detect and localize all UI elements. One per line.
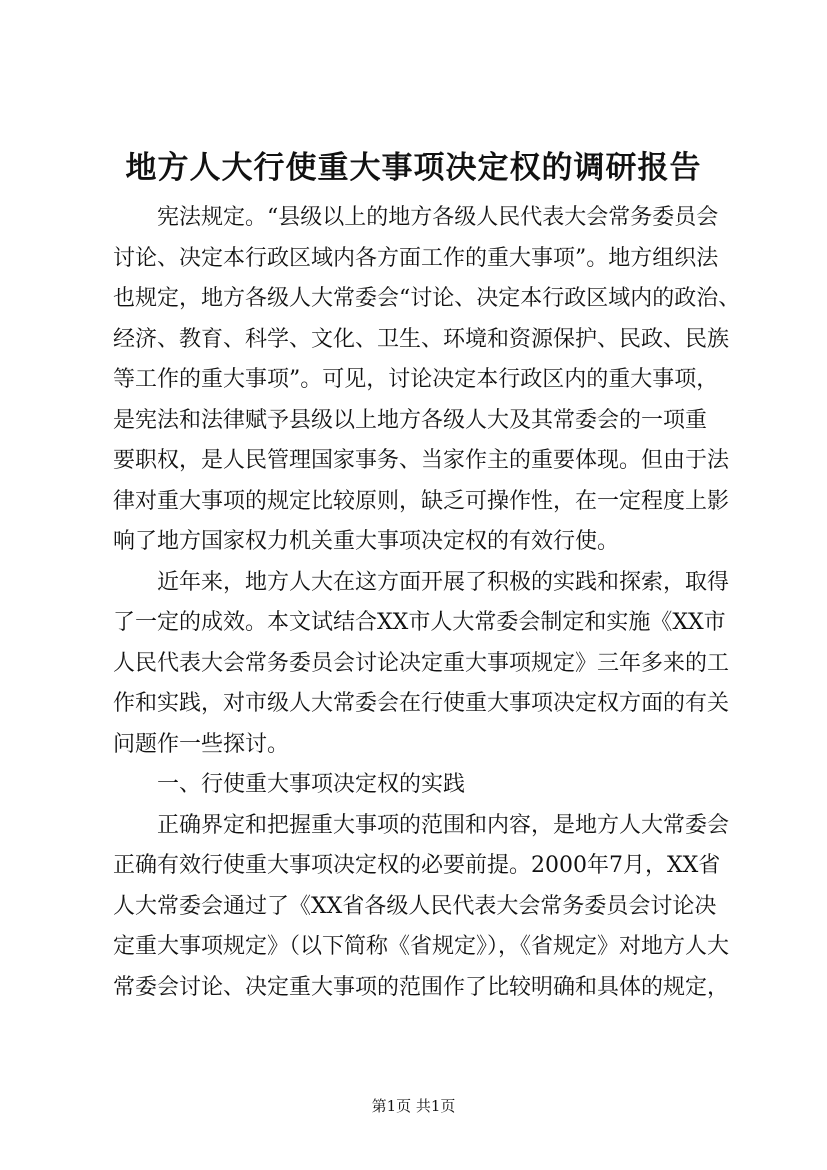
paragraph-2-line-2: 了一定的成效。本文试结合XX市人大常委会制定和实施《XX市 — [113, 610, 726, 635]
paragraph-2-line-1: 近年来，地方人大在这方面开展了积极的实践和探索，取得 — [157, 569, 730, 595]
document-title: 地方人大行使重大事项决定权的调研报告 — [125, 150, 702, 186]
paragraph-1-line-5: 等工作的重大事项”。可见，讨论决定本行政区内的重大事项， — [113, 367, 719, 392]
paragraph-1-line-4: 经济、教育、科学、文化、卫生、环境和资源保护、民政、民族 — [113, 326, 730, 352]
paragraph-1-line-9: 响了地方国家权力机关重大事项决定权的有效行使。 — [113, 529, 620, 554]
paragraph-2-line-5: 问题作一些探讨。 — [113, 731, 290, 757]
paragraph-1-line-3: 也规定，地方各级人大常委会“讨论、决定本行政区域内的政治、 — [113, 286, 741, 311]
document-body — [113, 198, 741, 1008]
paragraph-1-line-7: 要职权，是人民管理国家事务、当家作主的重要体现。但由于法 — [113, 448, 730, 473]
paragraph-3-line-1: 正确界定和把握重大事项的范围和内容，是地方人大常委会 — [157, 812, 730, 838]
paragraph-3-line-4: 定重大事项规定》（以下简称《省规定》），《省规定》对地方人大 — [113, 934, 730, 959]
page-footer: 第1页 共1页 — [371, 1097, 456, 1115]
section-heading-1: 一、行使重大事项决定权的实践 — [157, 772, 466, 797]
paragraph-2-line-4: 作和实践，对市级人大常委会在行使重大事项决定权方面的有关 — [113, 691, 730, 716]
paragraph-1-line-6: 是宪法和法律赋予县级以上地方各级人大及其常委会的一项重 — [113, 407, 708, 433]
paragraph-1-line-8: 律对重大事项的规定比较原则，缺乏可操作性，在一定程度上影 — [113, 488, 730, 514]
paragraph-2-line-3: 人民代表大会常务委员会讨论决定重大事项规定》三年多来的工 — [113, 650, 730, 676]
paragraph-1-line-1: 宪法规定。“县级以上的地方各级人民代表大会常务委员会 — [157, 205, 719, 230]
paragraph-1-line-2: 讨论、决定本行政区域内各方面工作的重大事项”。地方组织法 — [113, 245, 719, 271]
paragraph-3-line-2: 正确有效行使重大事项决定权的必要前提。2000年7月，XX省 — [113, 853, 721, 878]
paragraph-3-line-5: 常委会讨论、决定重大事项的范围作了比较明确和具体的规定， — [113, 974, 730, 1000]
paragraph-3-line-3: 人大常委会通过了《XX省各级人民代表大会常务委员会讨论决 — [113, 893, 717, 919]
